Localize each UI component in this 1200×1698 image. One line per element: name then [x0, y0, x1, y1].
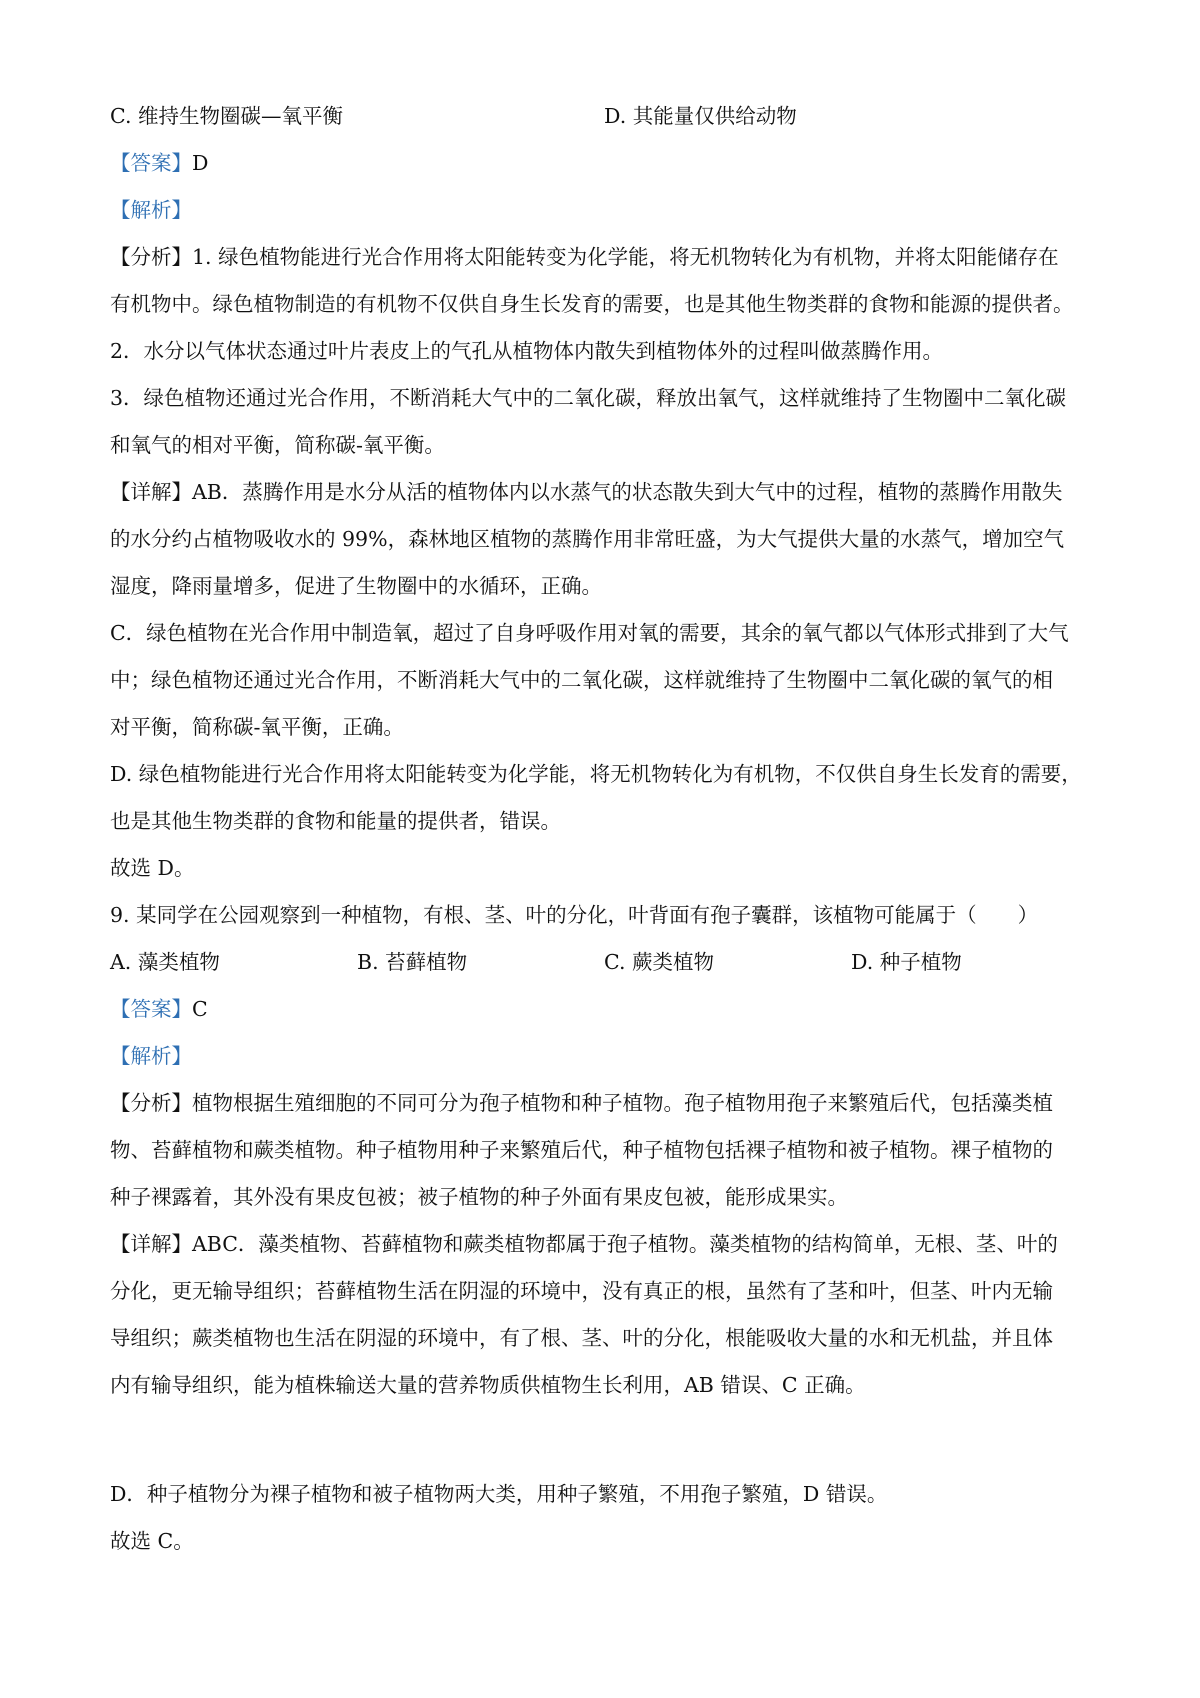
- q8-option-c: C. 维持生物圈碳—氧平衡: [110, 104, 343, 128]
- q8-analysis-line: 有机物中。绿色植物制造的有机物不仅供自身生长发育的需要，也是其他生物类群的食物和能源的提供者。: [110, 292, 1074, 316]
- q8-analysis-heading: 【解析】: [110, 198, 192, 222]
- q8-detail-line: C．绿色植物在光合作用中制造氧，超过了自身呼吸作用对氧的需要，其余的氧气都以气体形式排到了大气: [110, 621, 1069, 645]
- answer-tag: 【答案】: [110, 151, 192, 175]
- q9-detail-line: 内有输导组织，能为植株输送大量的营养物质供植物生长利用，AB 错误、C 正确。: [110, 1373, 866, 1397]
- q9-option-a: A. 藻类植物: [110, 950, 220, 974]
- analysis-text: 1. 绿色植物能进行光合作用将太阳能转变为化学能，将无机物转化为有机物，并将太阳能储存在: [192, 245, 1059, 269]
- q8-analysis-line: [110, 242, 1059, 272]
- answer-tag: 【答案】: [110, 997, 192, 1021]
- q9-detail-line: D．种子植物分为裸子植物和被子植物两大类，用种子繁殖，不用孢子繁殖，D 错误。: [110, 1482, 888, 1506]
- q8-detail-line: 也是其他生物类群的食物和能量的提供者，错误。: [110, 809, 561, 833]
- q9-option-b: B. 苔藓植物: [357, 950, 468, 974]
- q8-detail-line: D. 绿色植物能进行光合作用将太阳能转变为化学能，将无机物转化为有机物，不仅供自身生长发育的需要，: [110, 762, 1082, 786]
- q8-analysis-line: 3．绿色植物还通过光合作用，不断消耗大气中的二氧化碳，释放出氧气，这样就维持了生物圈中二氧化碳: [110, 386, 1067, 410]
- analysis-text: 植物根据生殖细胞的不同可分为孢子植物和种子植物。孢子植物用孢子来繁殖后代，包括藻类植: [192, 1091, 1053, 1115]
- answer-value: C: [192, 997, 208, 1021]
- q9-answer: [110, 994, 208, 1024]
- q8-detail-line: 的水分约占植物吸收水的 99%，森林地区植物的蒸腾作用非常旺盛，为大气提供大量的水蒸气，增加空气: [110, 527, 1065, 551]
- q8-analysis-line: 2．水分以气体状态通过叶片表皮上的气孔从植物体内散失到植物体外的过程叫做蒸腾作用。: [110, 339, 944, 363]
- fenxi-tag: 【分析】: [110, 1091, 192, 1115]
- q9-analysis-line: [110, 1088, 1053, 1118]
- q9-analysis-line: 物、苔藓植物和蕨类植物。种子植物用种子来繁殖后代，种子植物包括裸子植物和被子植物。裸子植物的: [110, 1138, 1053, 1162]
- xiangjie-tag: 【详解】: [110, 1232, 192, 1256]
- q8-analysis-line: 和氧气的相对平衡，简称碳-氧平衡。: [110, 433, 445, 457]
- q8-detail-line: 中；绿色植物还通过光合作用，不断消耗大气中的二氧化碳，这样就维持了生物圈中二氧化碳的氧气的相: [110, 668, 1053, 692]
- answer-value: D: [192, 151, 209, 175]
- q9-detail-line: [110, 1229, 1058, 1259]
- q9-option-d: D. 种子植物: [851, 950, 962, 974]
- q9-stem: 9. 某同学在公园观察到一种植物，有根、茎、叶的分化，叶背面有孢子囊群，该植物可能属于（ ）: [110, 903, 1039, 927]
- xiangjie-tag: 【详解】: [110, 480, 192, 504]
- detail-text: AB．蒸腾作用是水分从活的植物体内以水蒸气的状态散失到大气中的过程，植物的蒸腾作用散失: [192, 480, 1063, 504]
- q9-detail-line: 分化，更无输导组织；苔藓植物生活在阴湿的环境中，没有真正的根，虽然有了茎和叶，但茎、叶内无输: [110, 1279, 1053, 1303]
- q9-detail-line: 导组织；蕨类植物也生活在阴湿的环境中，有了根、茎、叶的分化，根能吸收大量的水和无机盐，并且体: [110, 1326, 1053, 1350]
- q9-option-c: C. 蕨类植物: [604, 950, 714, 974]
- fenxi-tag: 【分析】: [110, 245, 192, 269]
- q8-conclusion: 故选 D。: [110, 856, 195, 880]
- q9-analysis-heading: 【解析】: [110, 1044, 192, 1068]
- q8-detail-line: [110, 477, 1062, 507]
- q9-conclusion: 故选 C。: [110, 1529, 194, 1553]
- q8-answer: [110, 148, 208, 178]
- q8-detail-line: 湿度，降雨量增多，促进了生物圈中的水循环，正确。: [110, 574, 602, 598]
- q8-detail-line: 对平衡，简称碳-氧平衡，正确。: [110, 715, 404, 739]
- q9-analysis-line: 种子裸露着，其外没有果皮包被；被子植物的种子外面有果皮包被，能形成果实。: [110, 1185, 848, 1209]
- q8-option-d: D. 其能量仅供给动物: [604, 104, 797, 128]
- detail-text: ABC．藻类植物、苔藓植物和蕨类植物都属于孢子植物。藻类植物的结构简单，无根、茎、叶的: [192, 1232, 1058, 1256]
